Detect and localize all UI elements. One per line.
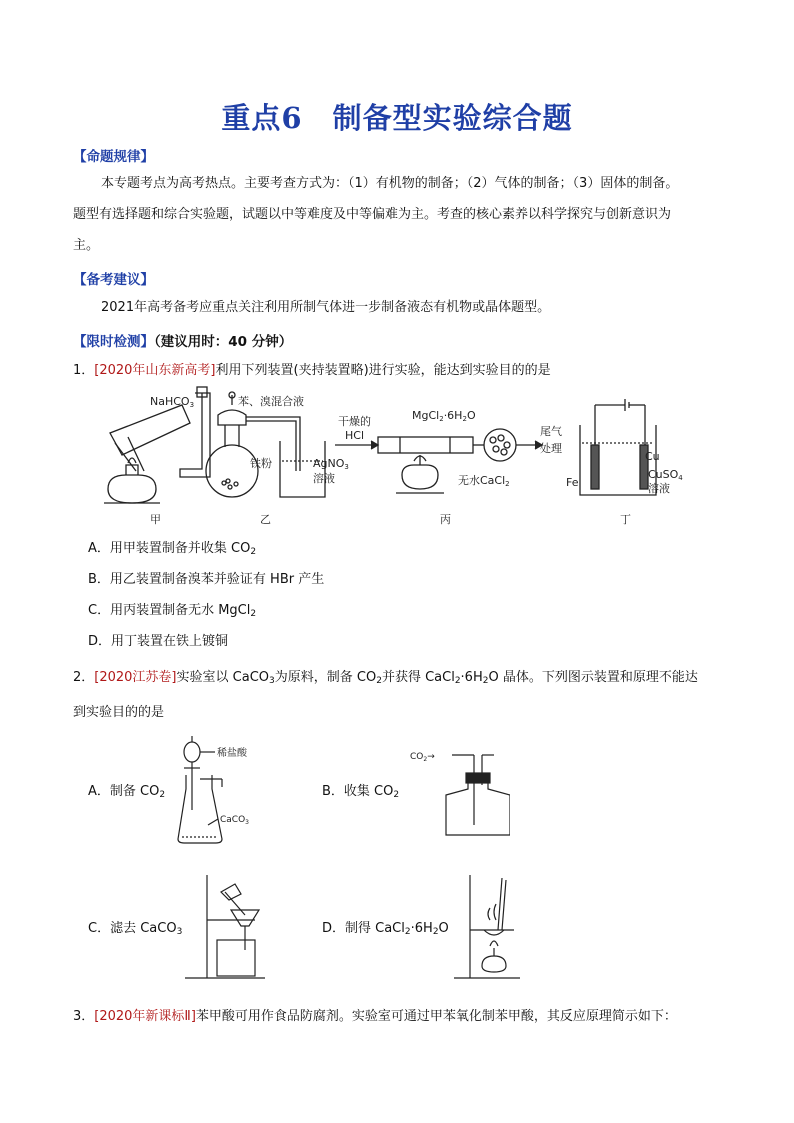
label-cacl2: 无水CaCl2 xyxy=(458,474,510,488)
q2-figure-d xyxy=(450,870,530,985)
q1-number: 1． xyxy=(73,363,95,378)
label-chuli: 处理 xyxy=(540,442,562,455)
q2-option-a[interactable]: A．制备 $CO_2$ xyxy=(88,784,166,800)
q1-option-a[interactable]: A．用甲装置制备并收集 $CO_2$ xyxy=(88,541,257,557)
q1-apparatus-figure xyxy=(100,385,700,530)
apparatus-ding xyxy=(580,399,656,495)
test-label: 【限时检测】 xyxy=(73,334,154,350)
apparatus-bing xyxy=(335,429,542,493)
label-tiefen: 铁粉 xyxy=(250,457,272,470)
test-section-header xyxy=(73,330,292,350)
label-mgcl2: MgCl2·6H2O xyxy=(412,409,476,423)
q2-stem-line2: 到实验目的的是 xyxy=(73,705,165,720)
test-time: （建议用时：40 分钟） xyxy=(154,334,293,350)
rules-text-3: 主。 xyxy=(73,238,100,253)
label-jia: 甲 xyxy=(150,513,161,526)
label-cuso4: CuSO4 xyxy=(648,468,683,482)
label-benxiu: 苯、溴混合液 xyxy=(238,395,304,408)
advice-text: 2021年高考备考应重点关注利用所制气体进一步制备液态有机物或晶体题型。 xyxy=(101,300,551,315)
q2-figure-a xyxy=(170,735,270,850)
advice-label: 【备考建议】 xyxy=(73,272,154,288)
q2-figure-c xyxy=(175,870,275,985)
q1-stem xyxy=(73,355,551,386)
q1-option-c[interactable]: C．用丙装置制备无水 MgCl$_2$ xyxy=(88,603,257,619)
label-rongye2: 溶液 xyxy=(648,482,670,495)
label-nahco3: NaHCO3 xyxy=(150,395,195,409)
label-rongye: 溶液 xyxy=(313,472,335,485)
q2-figure-b xyxy=(410,745,510,840)
label-yi: 乙 xyxy=(260,513,271,526)
label-weiqi: 尾气 xyxy=(540,425,562,438)
q2-option-d[interactable]: D．制得 $CaCl_2\cdot 6H_2O$ xyxy=(322,921,449,937)
label-ding: 丁 xyxy=(620,513,631,526)
rules-text-1: 本专题考点为高考热点。主要考查方式为：（1）有机物的制备；（2）气体的制备；（3）固体的制备。 xyxy=(101,176,679,191)
q1-option-b[interactable]: B．用乙装置制备溴苯并验证有 HBr 产生 xyxy=(88,572,325,587)
label-agno3: AgNO3 xyxy=(313,457,349,471)
rules-label: 【命题规律】 xyxy=(73,149,154,165)
q2-option-b[interactable]: B．收集 $CO_2$ xyxy=(322,784,400,800)
label-co2-arrow: $CO_2\to$ xyxy=(410,752,435,763)
page-title: 重点6 制备型实验综合题 xyxy=(221,101,573,135)
label-hcl: HCl xyxy=(345,429,365,442)
label-cu: Cu xyxy=(645,450,660,463)
label-caco3: CaCO$_3$ xyxy=(220,815,249,826)
label-fe: Fe xyxy=(566,476,579,489)
q3-source: [2020年新课标Ⅱ] xyxy=(94,1009,196,1024)
q2-option-c[interactable]: C．滤去 CaCO$_3$ xyxy=(88,921,183,937)
label-ganzao: 干燥的 xyxy=(338,415,371,428)
label-bing: 丙 xyxy=(440,513,451,526)
label-xiyansuan: 稀盐酸 xyxy=(217,748,247,759)
rules-text-2: 题型有选择题和综合实验题，试题以中等难度及中等偏难为主。考查的核心素养以科学探究与创新意识为 xyxy=(73,207,672,222)
q3-stem: 3．[2020年新课标Ⅱ]苯甲酸可用作食品防腐剂。实验室可通过甲苯氧化制苯甲酸，其反应原理简示如下： xyxy=(73,1009,677,1024)
q1-option-d[interactable]: D．用丁装置在铁上镀铜 xyxy=(88,634,229,649)
q1-source: [2020年山东新高考] xyxy=(94,363,216,378)
q2-stem: 2．[2020江苏卷]实验室以 CaCO$_3$为原料，制备 $CO_2$并获得 $CaCl_2\cdot 6H_2O$ 晶体。下列图示装置和原理不能达 xyxy=(73,670,698,686)
q2-source: [2020江苏卷] xyxy=(94,670,177,685)
q1-stem-text: 利用下列装置(夹持装置略)进行实验，能达到实验目的的是 xyxy=(215,363,551,378)
